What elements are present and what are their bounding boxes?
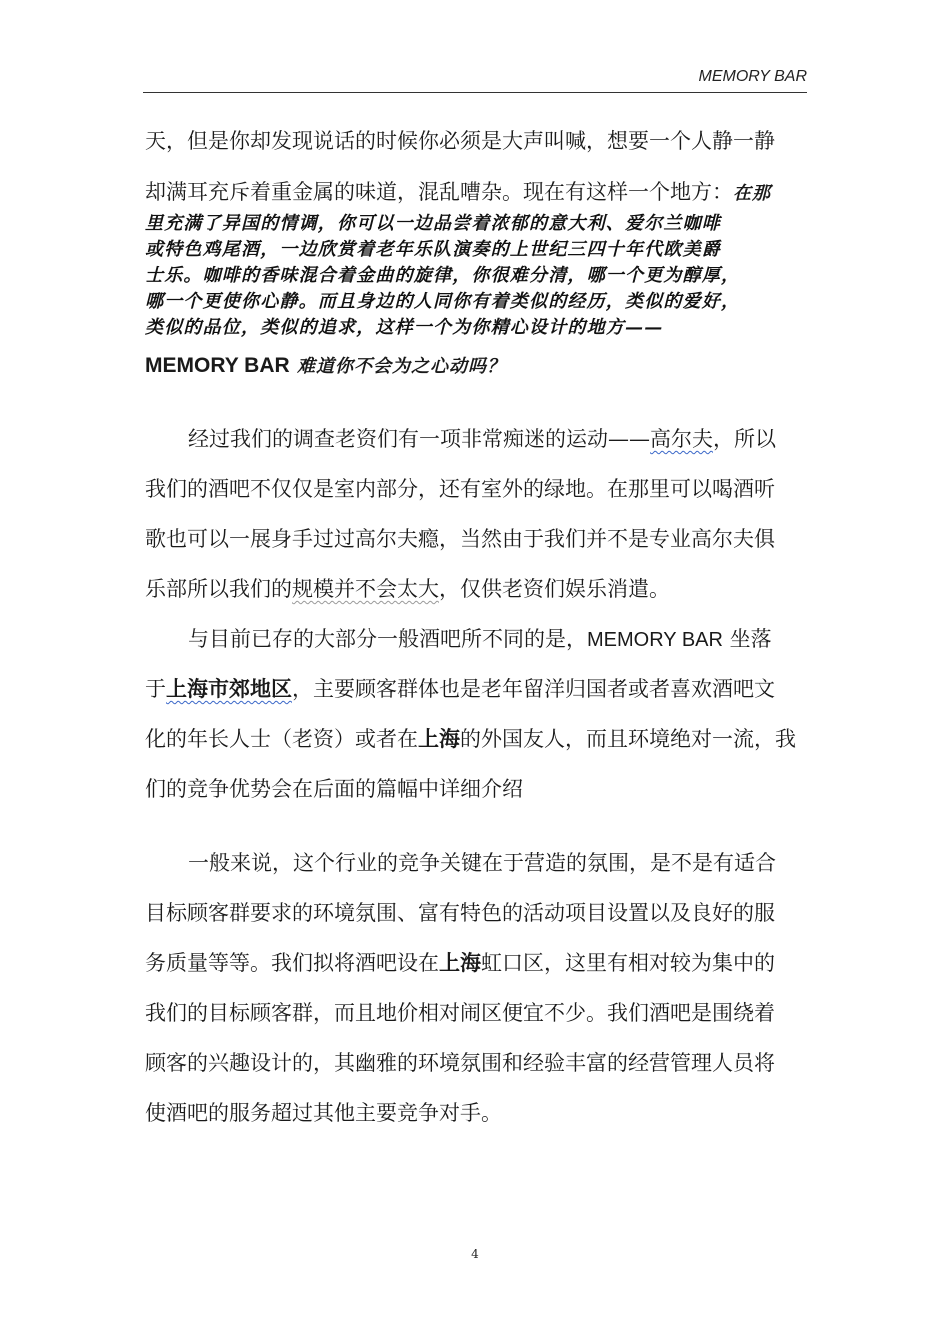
para3-text: 坐落 — [722, 627, 772, 651]
shanghai-term: 上海 — [439, 950, 481, 975]
header-divider — [143, 92, 807, 93]
para4-line3 — [145, 948, 807, 978]
shanghai-term — [166, 676, 292, 701]
para2-line2: 我们的酒吧不仅仅是室内部分，还有室外的绿地。在那里可以喝酒听 — [145, 477, 775, 501]
para2-text: ，仅供老资们娱乐消遣。 — [439, 577, 670, 601]
para4-line5: 顾客的兴趣设计的，其幽雅的环境氛围和经验丰富的经营管理人员将 — [145, 1051, 775, 1075]
para1-script-line: 士乐。咖啡的香味混合着金曲的旋律，你很难分清，哪一个更为醇厚， — [145, 265, 741, 286]
para2-line4 — [145, 574, 807, 604]
running-header-title: MEMORY BAR — [698, 68, 807, 85]
para1-script-line: 哪一个更使你心静。而且身边的人同你有着类似的经历，类似的爱好， — [145, 291, 741, 312]
para2-text: ，所以 — [713, 427, 776, 451]
brand-name: MEMORY BAR — [587, 629, 723, 651]
para1-line1: 天，但是你却发现说话的时候你必须是大声叫喊，想要一个人静一静 — [145, 129, 775, 153]
para4-line1: 一般来说，这个行业的竞争关键在于营造的氛围，是不是有适合 — [188, 851, 776, 875]
shanghai-label: 上海 — [166, 676, 208, 701]
para1-last-line — [145, 350, 807, 382]
scale-phrase: 规模并不会太大 — [292, 577, 439, 601]
para3-line1 — [188, 624, 807, 655]
para1-line2 — [145, 177, 807, 209]
brand-name: MEMORY BAR — [145, 354, 290, 377]
para3-line3 — [145, 724, 807, 754]
golf-term: 高尔夫 — [650, 427, 713, 451]
page-number: 4 — [471, 1247, 479, 1261]
para1-script-line: 或特色鸡尾酒，一边欣赏着老年乐队演奏的上世纪三四十年代欧美爵 — [145, 239, 721, 260]
para4-line4: 我们的目标顾客群，而且地价相对闹区便宜不少。我们酒吧是围绕着 — [145, 1001, 775, 1025]
para2-text: 乐部所以我们的 — [145, 577, 292, 601]
para1-line2-text: 却满耳充斥着重金属的味道，混乱嘈杂。现在有这样一个地方： — [145, 180, 733, 204]
para3-line2 — [145, 674, 807, 704]
para3-text: 于 — [145, 677, 166, 701]
para3-text: 化的年长人士（老资）或者在 — [145, 727, 418, 751]
shanghai-term: 上海 — [418, 726, 460, 751]
para1-line2-script: 在那 — [733, 183, 771, 204]
para4-text: 虹口区，这里有相对较为集中的 — [481, 951, 775, 975]
para3-text: 的外国友人，而且环境绝对一流，我 — [460, 727, 796, 751]
para4-line2: 目标顾客群要求的环境氛围、富有特色的活动项目设置以及良好的服 — [145, 901, 775, 925]
para3-text: ，主要顾客群体也是老年留洋归国者或者喜欢酒吧文 — [292, 677, 775, 701]
para2-text: 经过我们的调查老资们有一项非常痴迷的运动—— — [188, 427, 650, 451]
para2-line1 — [188, 424, 807, 454]
para3-line4: 们的竞争优势会在后面的篇幅中详细介绍 — [145, 777, 523, 801]
para3-text: 与目前已存的大部分一般酒吧所不同的是， — [188, 627, 587, 651]
para4-line6: 使酒吧的服务超过其他主要竞争对手。 — [145, 1101, 502, 1125]
para1-script-line: 里充满了异国的情调，你可以一边品尝着浓郁的意大利、爱尔兰咖啡 — [145, 213, 721, 234]
suburb-label: 市郊地区 — [208, 676, 292, 701]
para2-line3: 歌也可以一展身手过过高尔夫瘾，当然由于我们并不是专业高尔夫俱 — [145, 527, 775, 551]
para4-text: 务质量等等。我们拟将酒吧设在 — [145, 951, 439, 975]
para1-script-line: 类似的品位，类似的追求，这样一个为你精心设计的地方—— — [145, 317, 664, 338]
para1-last-script: 难道你不会为之心动吗？ — [289, 356, 506, 377]
